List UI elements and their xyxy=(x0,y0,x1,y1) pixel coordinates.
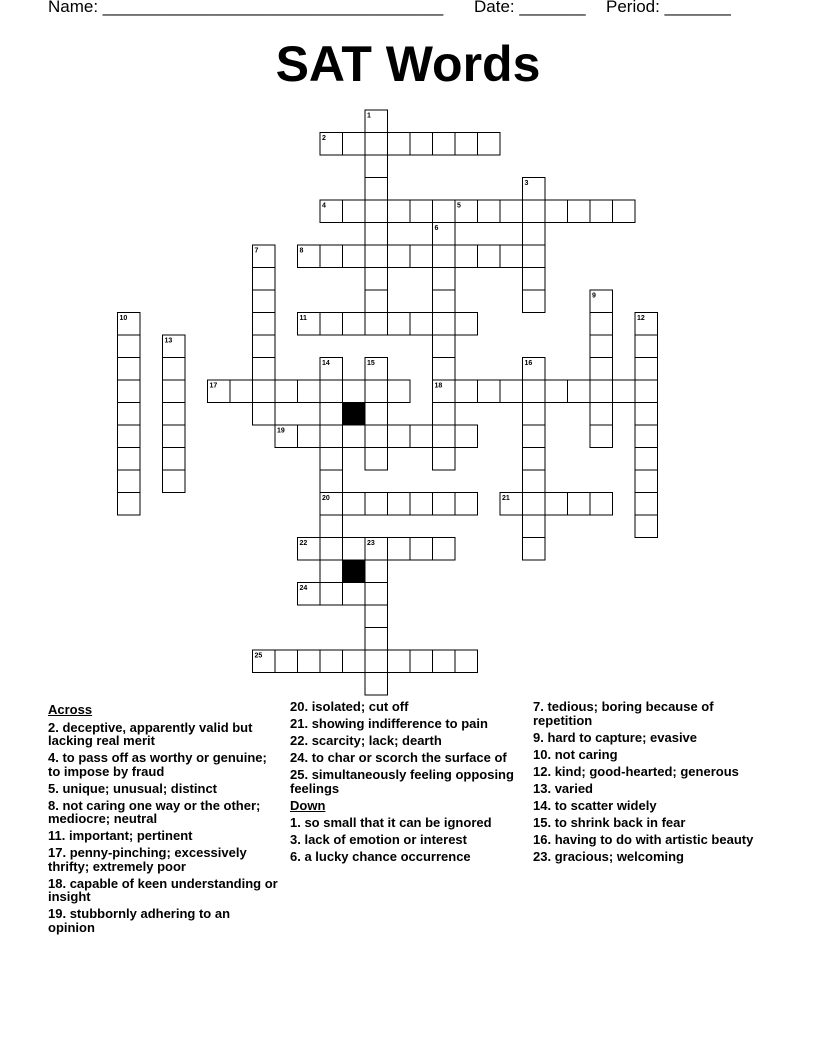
grid-cell[interactable] xyxy=(523,268,546,291)
clue-number: 15 xyxy=(367,360,375,367)
grid-cell[interactable] xyxy=(365,425,388,448)
clue-num: 1. xyxy=(290,815,301,830)
grid-cell[interactable] xyxy=(478,245,501,268)
clue-num: 21. xyxy=(290,716,309,731)
clue-number: 7 xyxy=(254,247,259,255)
grid-cell[interactable] xyxy=(118,448,141,471)
grid-cell[interactable] xyxy=(388,245,411,268)
clue-item xyxy=(290,700,522,714)
grid-cell[interactable] xyxy=(118,493,141,516)
grid-cell[interactable] xyxy=(343,650,366,673)
grid-cell[interactable] xyxy=(163,425,186,448)
grid-cell[interactable] xyxy=(613,200,636,223)
grid-cell[interactable] xyxy=(365,313,388,336)
clue-text: to shrink back in fear xyxy=(551,814,686,830)
clue-item xyxy=(48,846,280,873)
grid-cell[interactable] xyxy=(478,380,501,403)
clue-text: varied xyxy=(551,780,593,796)
clue-num: 13. xyxy=(533,780,552,796)
grid-cell[interactable] xyxy=(365,223,388,246)
clue-item xyxy=(48,721,280,748)
clue-item xyxy=(533,799,765,813)
clue-num: 3. xyxy=(290,832,301,847)
grid-cell[interactable] xyxy=(410,493,433,516)
grid-cell[interactable] xyxy=(433,493,456,516)
clue-number: 24 xyxy=(299,585,308,592)
grid-cell[interactable] xyxy=(253,380,276,403)
grid-cell[interactable] xyxy=(163,380,186,403)
clue-item xyxy=(290,833,522,847)
grid-cell[interactable] xyxy=(410,200,433,223)
clue-item xyxy=(290,751,522,765)
grid-cell[interactable] xyxy=(523,515,546,538)
clue-item xyxy=(48,877,280,904)
clue-text: gracious; welcoming xyxy=(551,848,684,864)
grid-cell[interactable] xyxy=(320,560,343,583)
clue-number: 17 xyxy=(209,382,218,390)
clue-num: 19. xyxy=(48,906,67,921)
grid-cell[interactable] xyxy=(410,313,433,336)
grid-cell[interactable] xyxy=(298,380,321,403)
grid-cell[interactable] xyxy=(523,200,546,223)
clue-text: tedious; boring because of repetition xyxy=(533,699,714,728)
grid-cell[interactable] xyxy=(343,245,366,268)
grid-cell[interactable] xyxy=(253,358,276,381)
grid-cell[interactable] xyxy=(118,335,141,358)
clue-text: so small that it can be ignored xyxy=(300,815,492,830)
clue-number: 8 xyxy=(299,247,304,255)
grid-cell[interactable] xyxy=(365,583,388,606)
clue-number: 22 xyxy=(299,540,308,547)
grid-cell[interactable] xyxy=(343,133,366,156)
clue-num: 12. xyxy=(533,763,552,779)
clue-text: showing indifference to pain xyxy=(308,716,488,731)
grid-cell[interactable] xyxy=(320,583,343,606)
grid-cell[interactable] xyxy=(410,650,433,673)
grid-cell[interactable] xyxy=(523,223,546,246)
grid-cell[interactable] xyxy=(320,470,343,493)
grid-cell[interactable] xyxy=(523,425,546,448)
clue-item xyxy=(290,816,522,830)
clue-num: 8. xyxy=(48,797,59,813)
grid-cell[interactable] xyxy=(365,403,388,426)
grid-cell[interactable] xyxy=(388,200,411,223)
across-heading: Across xyxy=(48,702,93,717)
clue-number: 4 xyxy=(322,202,326,210)
grid-cell[interactable] xyxy=(320,448,343,471)
grid-cell[interactable] xyxy=(365,605,388,628)
clue-item xyxy=(48,907,280,934)
grid-cell[interactable] xyxy=(253,268,276,291)
grid-cell[interactable] xyxy=(568,380,591,403)
grid-cell[interactable] xyxy=(478,200,501,223)
grid-cell[interactable] xyxy=(365,155,388,178)
clue-text: to pass off as worthy or genuine; to impose by fraud xyxy=(48,750,267,779)
grid-cell[interactable] xyxy=(365,493,388,516)
clue-number: 25 xyxy=(254,652,263,660)
grid-cell[interactable] xyxy=(163,403,186,426)
grid-cell[interactable] xyxy=(343,200,366,223)
clue-num: 22. xyxy=(290,733,309,748)
grid-cell[interactable] xyxy=(388,538,411,561)
grid-cell[interactable] xyxy=(365,380,388,403)
grid-cell[interactable] xyxy=(568,493,591,516)
grid-cell[interactable] xyxy=(433,335,456,358)
clue-text: kind; good-hearted; generous xyxy=(551,763,739,779)
grid-cell[interactable] xyxy=(545,493,568,516)
grid-cell[interactable] xyxy=(545,200,568,223)
grid-cell[interactable] xyxy=(635,448,658,471)
clue-number: 1 xyxy=(367,112,371,120)
grid-cell[interactable] xyxy=(635,380,658,403)
date-field[interactable]: Date: _______ xyxy=(474,0,586,16)
grid-cell[interactable] xyxy=(320,403,343,426)
grid-cell[interactable] xyxy=(500,245,523,268)
clue-text: lack of emotion or interest xyxy=(300,832,467,847)
grid-cell[interactable] xyxy=(253,290,276,313)
clue-item xyxy=(290,734,522,748)
grid-cell[interactable] xyxy=(635,403,658,426)
grid-cell[interactable] xyxy=(500,200,523,223)
grid-cell[interactable] xyxy=(635,470,658,493)
clue-number: 3 xyxy=(524,180,529,187)
clue-item xyxy=(48,799,280,826)
clue-num: 7. xyxy=(533,699,544,714)
clue-item xyxy=(533,700,765,727)
grid-cell[interactable] xyxy=(590,380,613,403)
grid-cell[interactable] xyxy=(388,425,411,448)
grid-cell[interactable] xyxy=(635,425,658,448)
grid-cell[interactable] xyxy=(365,133,388,156)
grid-cell[interactable] xyxy=(365,673,388,696)
grid-cell[interactable] xyxy=(388,380,411,403)
grid-cell[interactable] xyxy=(343,380,366,403)
clue-column-1 xyxy=(48,700,280,938)
grid-cell[interactable] xyxy=(343,583,366,606)
clue-item xyxy=(290,768,522,795)
grid-cell[interactable] xyxy=(433,538,456,561)
clue-number: 11 xyxy=(299,315,307,322)
clue-item xyxy=(533,850,765,864)
grid-cell[interactable] xyxy=(590,313,613,336)
grid-cell[interactable] xyxy=(478,133,501,156)
grid-cell[interactable] xyxy=(320,245,343,268)
grid-cell[interactable] xyxy=(433,358,456,381)
clue-item xyxy=(533,731,765,745)
grid-cell[interactable] xyxy=(635,515,658,538)
name-field[interactable]: Name: ____________________________________ xyxy=(48,0,444,16)
clue-text: deceptive, apparently valid but lacking real merit xyxy=(48,719,253,748)
clue-item xyxy=(533,782,765,796)
down-heading: Down xyxy=(290,797,326,813)
grid-cell[interactable] xyxy=(320,538,343,561)
clue-text: isolated; cut off xyxy=(308,699,409,714)
grid-cell[interactable] xyxy=(410,425,433,448)
grid-cell[interactable] xyxy=(320,650,343,673)
grid-cell[interactable] xyxy=(230,380,253,403)
clue-text: to char or scorch the surface of xyxy=(308,750,507,765)
grid-cell[interactable] xyxy=(365,560,388,583)
grid-cell[interactable] xyxy=(388,133,411,156)
clue-text: important; pertinent xyxy=(65,828,193,843)
grid-cell[interactable] xyxy=(433,245,456,268)
grid-cell[interactable] xyxy=(365,290,388,313)
grid-cell[interactable] xyxy=(410,538,433,561)
grid-cell[interactable] xyxy=(365,650,388,673)
clue-num: 15. xyxy=(533,814,552,830)
clue-item xyxy=(290,717,522,731)
clue-num: 4. xyxy=(48,750,59,765)
grid-cell[interactable] xyxy=(568,200,591,223)
clue-number: 19 xyxy=(277,427,285,435)
grid-cell[interactable] xyxy=(118,403,141,426)
clue-num: 2. xyxy=(48,719,59,735)
page-title: SAT Words xyxy=(275,36,541,92)
clue-text: not caring xyxy=(551,746,618,762)
grid-cell[interactable] xyxy=(320,380,343,403)
grid-cell[interactable] xyxy=(455,133,478,156)
grid-cell[interactable] xyxy=(365,178,388,201)
grid-cell[interactable] xyxy=(433,133,456,156)
grid-cell[interactable] xyxy=(545,380,568,403)
clue-text: not caring one way or the other; mediocre; neutral xyxy=(48,797,261,826)
clue-text: stubbornly adhering to an opinion xyxy=(48,906,231,935)
clue-number: 20 xyxy=(322,495,330,502)
clue-num: 24. xyxy=(290,750,309,765)
grid-cell[interactable] xyxy=(523,493,546,516)
grid-cell[interactable] xyxy=(635,335,658,358)
clue-item xyxy=(533,833,765,847)
grid-cell[interactable] xyxy=(343,425,366,448)
clue-number: 16 xyxy=(524,360,533,367)
clue-num: 6. xyxy=(290,849,301,864)
black-cell xyxy=(343,560,366,583)
grid-cell[interactable] xyxy=(275,650,298,673)
black-cell xyxy=(343,403,366,426)
grid-cell[interactable] xyxy=(523,290,546,313)
grid-cell[interactable] xyxy=(433,268,456,291)
clue-number: 13 xyxy=(164,337,173,345)
grid-cell[interactable] xyxy=(590,403,613,426)
clue-num: 5. xyxy=(48,780,59,796)
grid-cell[interactable] xyxy=(410,245,433,268)
clue-num: 20. xyxy=(290,699,309,714)
grid-cell[interactable] xyxy=(320,313,343,336)
grid-cell[interactable] xyxy=(590,425,613,448)
grid-cell[interactable] xyxy=(365,628,388,651)
clue-text: hard to capture; evasive xyxy=(543,729,698,745)
grid-cell[interactable] xyxy=(343,538,366,561)
grid-cell[interactable] xyxy=(410,133,433,156)
clue-text: capable of keen understanding or insight xyxy=(48,875,278,904)
grid-cell[interactable] xyxy=(590,493,613,516)
clue-number: 21 xyxy=(502,495,510,502)
grid-cell[interactable] xyxy=(523,470,546,493)
clue-text: scarcity; lack; dearth xyxy=(308,733,442,748)
grid-cell[interactable] xyxy=(365,200,388,223)
grid-cell[interactable] xyxy=(365,245,388,268)
grid-cell[interactable] xyxy=(433,403,456,426)
clue-number: 18 xyxy=(434,382,443,390)
grid-cell[interactable] xyxy=(590,358,613,381)
clue-number: 14 xyxy=(322,360,330,367)
grid-cell[interactable] xyxy=(635,358,658,381)
grid-cell[interactable] xyxy=(590,200,613,223)
grid-cell[interactable] xyxy=(433,313,456,336)
grid-cell[interactable] xyxy=(343,493,366,516)
clue-text: having to do with artistic beauty xyxy=(551,831,754,847)
grid-cell[interactable] xyxy=(365,448,388,471)
clue-num: 11. xyxy=(48,828,66,843)
grid-cell[interactable] xyxy=(523,538,546,561)
clue-num: 10. xyxy=(533,746,552,762)
grid-cell[interactable] xyxy=(523,245,546,268)
grid-cell[interactable] xyxy=(298,425,321,448)
grid-cell[interactable] xyxy=(523,403,546,426)
clue-text: to scatter widely xyxy=(551,797,657,813)
grid-cell[interactable] xyxy=(433,290,456,313)
grid-cell[interactable] xyxy=(433,448,456,471)
grid-cell[interactable] xyxy=(590,335,613,358)
clue-item xyxy=(290,850,522,864)
grid-cell[interactable] xyxy=(455,650,478,673)
grid-cell[interactable] xyxy=(118,358,141,381)
clue-num: 17. xyxy=(48,845,67,860)
grid-cell[interactable] xyxy=(253,335,276,358)
clue-num: 18. xyxy=(48,875,67,891)
grid-cell[interactable] xyxy=(388,493,411,516)
grid-cell[interactable] xyxy=(388,313,411,336)
grid-cell[interactable] xyxy=(455,313,478,336)
grid-cell[interactable] xyxy=(455,380,478,403)
grid-cell[interactable] xyxy=(320,515,343,538)
grid-cell[interactable] xyxy=(433,425,456,448)
clue-item xyxy=(533,748,765,762)
grid-cell[interactable] xyxy=(163,470,186,493)
grid-cell[interactable] xyxy=(433,650,456,673)
clue-column-2 xyxy=(290,700,522,867)
clue-column-3 xyxy=(533,700,765,867)
clue-number: 12 xyxy=(637,315,645,322)
grid-cell[interactable] xyxy=(253,313,276,336)
grid-cell[interactable] xyxy=(635,493,658,516)
clue-item xyxy=(48,829,280,843)
grid-cell[interactable] xyxy=(523,448,546,471)
clue-number: 2 xyxy=(322,135,326,142)
grid-cell[interactable] xyxy=(298,650,321,673)
clue-number: 10 xyxy=(119,315,128,322)
clue-num: 9. xyxy=(533,729,544,745)
grid-cell[interactable] xyxy=(118,380,141,403)
grid-cell[interactable] xyxy=(433,200,456,223)
clue-number: 9 xyxy=(592,292,596,300)
grid-cell[interactable] xyxy=(455,425,478,448)
grid-cell[interactable] xyxy=(388,650,411,673)
grid-cell[interactable] xyxy=(163,448,186,471)
clue-text: a lucky chance occurrence xyxy=(300,849,471,864)
period-field[interactable]: Period: _______ xyxy=(606,0,731,16)
grid-cell[interactable] xyxy=(163,358,186,381)
grid-cell[interactable] xyxy=(523,380,546,403)
clue-text: unique; unusual; distinct xyxy=(58,780,218,796)
clue-item xyxy=(48,782,280,796)
grid-cell[interactable] xyxy=(455,245,478,268)
grid-cell[interactable] xyxy=(118,470,141,493)
grid-cell[interactable] xyxy=(253,403,276,426)
clue-number: 5 xyxy=(457,202,461,210)
grid-cell[interactable] xyxy=(343,313,366,336)
clue-number: 23 xyxy=(367,540,375,547)
clue-num: 16. xyxy=(533,831,552,847)
clue-num: 14. xyxy=(533,797,552,813)
clue-number: 6 xyxy=(434,225,439,232)
clue-item xyxy=(48,751,280,778)
grid-cell[interactable] xyxy=(613,380,636,403)
clue-text: simultaneously feeling opposing feelings xyxy=(290,767,514,796)
clue-item xyxy=(533,765,765,779)
grid-cell[interactable] xyxy=(320,425,343,448)
clue-num: 23. xyxy=(533,848,552,864)
grid-cell[interactable] xyxy=(275,380,298,403)
clue-item xyxy=(533,816,765,830)
grid-cell[interactable] xyxy=(455,493,478,516)
clue-num: 25. xyxy=(290,767,309,782)
grid-cell[interactable] xyxy=(500,380,523,403)
grid-cell[interactable] xyxy=(118,425,141,448)
grid-cell[interactable] xyxy=(365,268,388,291)
clue-text: penny-pinching; excessively thrifty; extremely poor xyxy=(48,845,247,874)
